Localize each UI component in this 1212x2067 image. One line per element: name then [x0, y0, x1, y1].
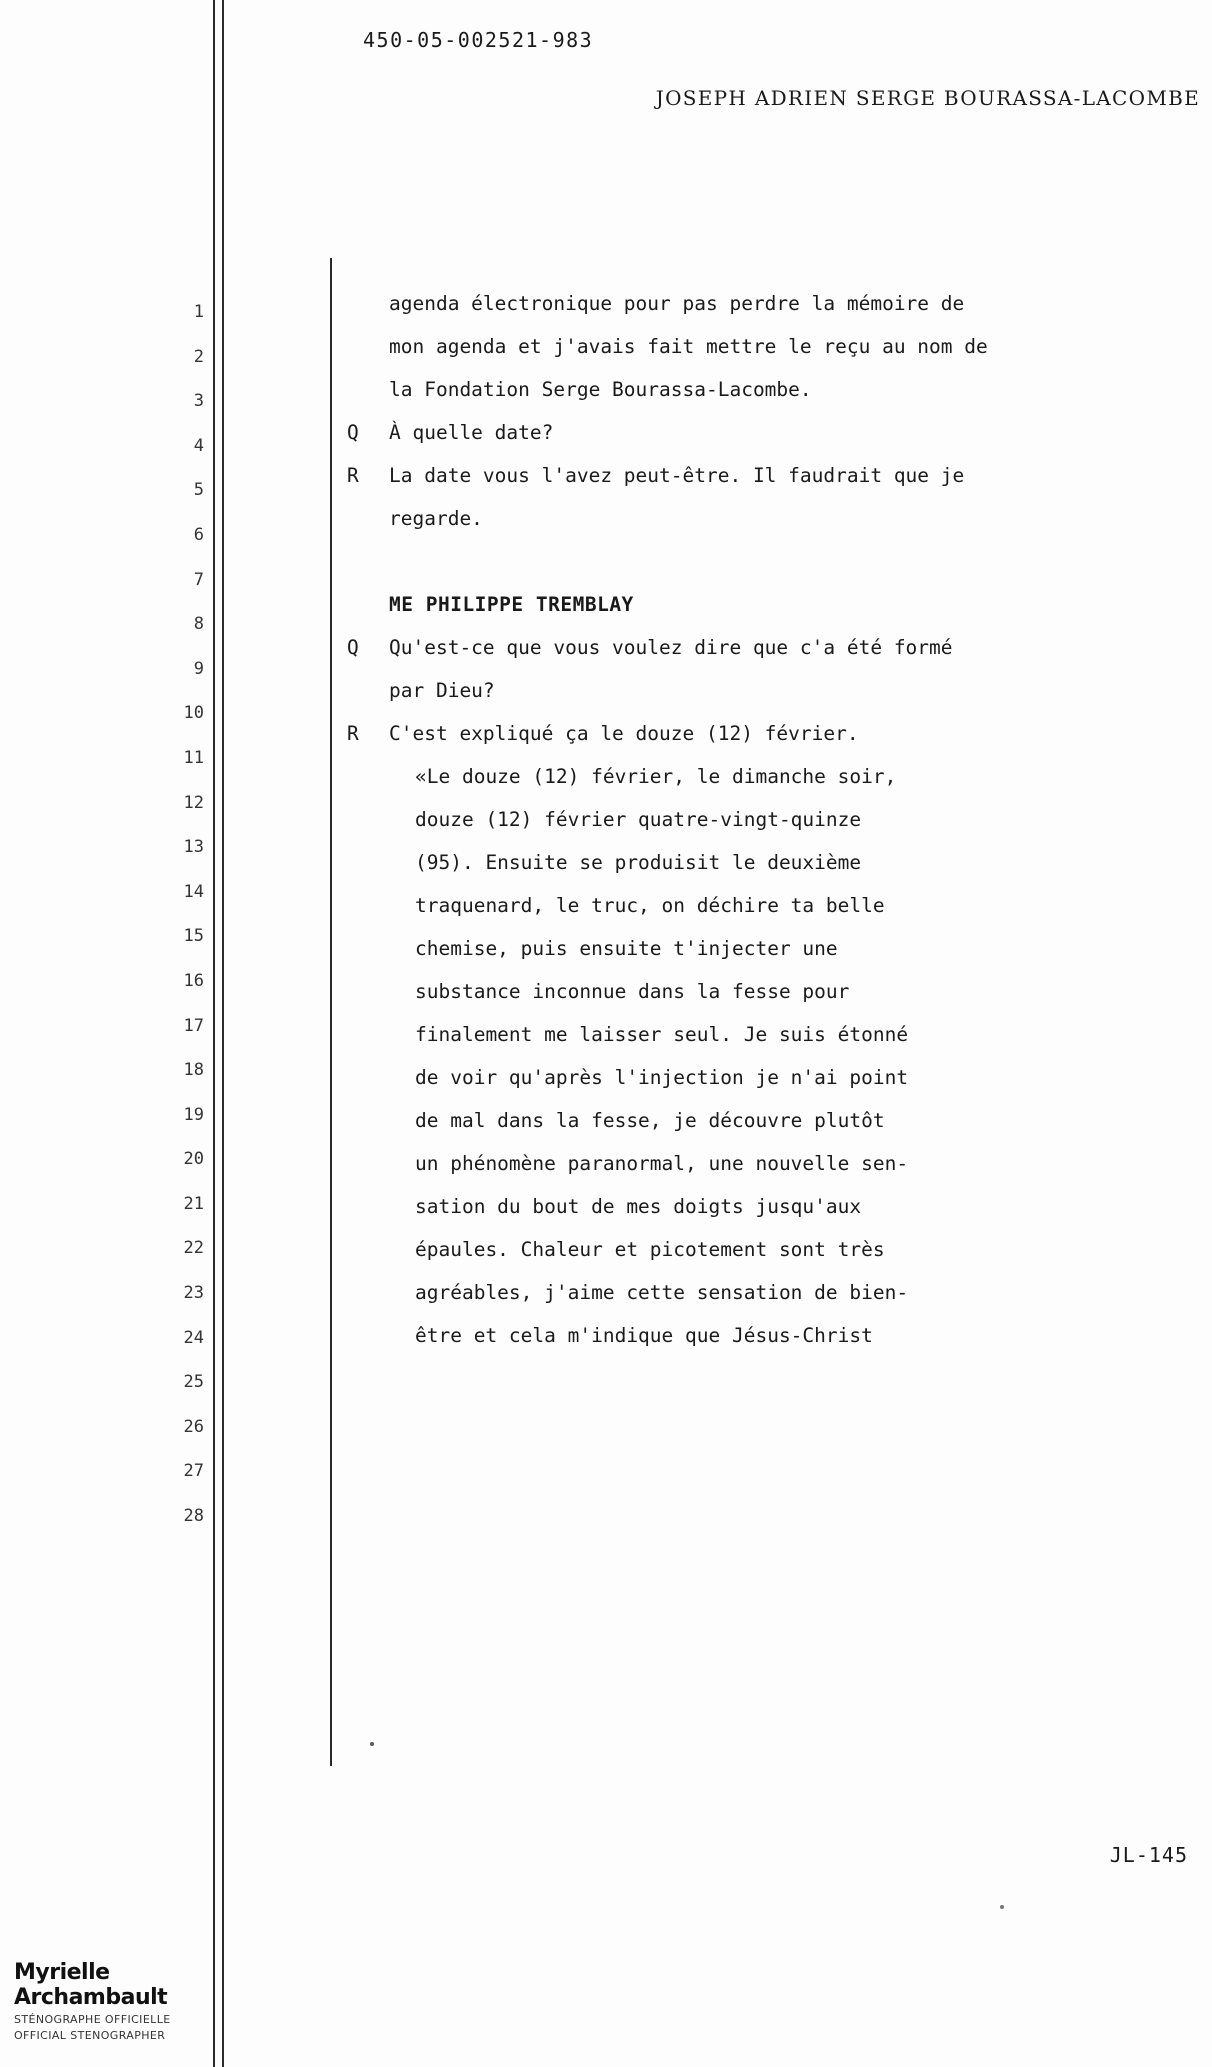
line-number: 12 — [183, 792, 204, 813]
document-number: 450-05-002521-983 — [363, 28, 594, 52]
line-number: 1 — [193, 302, 204, 322]
transcript-text: mon agenda et j'avais fait mettre le reçu au nom de — [389, 335, 988, 358]
speaker-marker: Q — [347, 421, 359, 444]
case-title: JOSEPH ADRIEN SERGE BOURASSA-LACOMBE — [655, 86, 1200, 110]
line-number: 10 — [183, 703, 204, 724]
transcript-body — [347, 282, 1157, 1357]
transcript-line — [347, 712, 1157, 755]
line-number: 17 — [183, 1015, 204, 1036]
quote-line: un phénomène paranormal, une nouvelle sen- — [415, 1152, 909, 1175]
stenographer-title-en: OFFICIAL STENOGRAPHER — [14, 2029, 166, 2042]
line-number: 14 — [183, 881, 204, 902]
line-number: 26 — [183, 1416, 204, 1437]
speaker-marker: R — [347, 464, 359, 487]
transcript-line — [347, 626, 1157, 669]
transcript-line — [347, 411, 1157, 454]
speaker-marker: Q — [347, 636, 359, 659]
line-number: 28 — [183, 1506, 204, 1527]
transcript-text: C'est expliqué ça le douze (12) février. — [389, 722, 859, 745]
line-number: 19 — [183, 1104, 204, 1125]
line-number-gutter — [178, 290, 204, 1539]
quoted-passage — [415, 755, 1055, 1357]
line-number: 24 — [183, 1327, 204, 1348]
quote-line: (95). Ensuite se produisit le deuxième — [415, 851, 862, 874]
transcript-line — [347, 454, 1157, 497]
quote-line: de voir qu'après l'injection je n'ai point — [415, 1066, 909, 1089]
speaker-heading: ME PHILIPPE TREMBLAY — [389, 593, 634, 616]
line-number: 13 — [183, 837, 204, 858]
transcript-text: La date vous l'avez peut-être. Il faudrait que je — [389, 464, 965, 487]
line-number: 2 — [193, 346, 204, 367]
margin-rule-left — [213, 0, 215, 2067]
line-number: 15 — [183, 926, 204, 947]
quote-line: agréables, j'aime cette sensation de bien- — [415, 1281, 909, 1304]
transcript-text: Qu'est-ce que vous voulez dire que c'a été formé — [389, 636, 953, 659]
line-number: 3 — [193, 391, 204, 412]
quote-line: substance inconnue dans la fesse pour — [415, 980, 850, 1003]
quote-line: épaules. Chaleur et picotement sont très — [415, 1238, 885, 1261]
line-number: 16 — [183, 970, 204, 991]
margin-rule-left-inner — [222, 0, 224, 2067]
blank-line — [347, 540, 1157, 583]
transcript-line — [347, 669, 1157, 712]
line-number: 25 — [183, 1372, 204, 1393]
line-number: 11 — [183, 747, 204, 768]
stenographer-title-fr: STÉNOGRAPHE OFFICIELLE — [14, 2013, 171, 2026]
line-number: 6 — [193, 524, 204, 545]
stray-mark — [1000, 1905, 1004, 1909]
stenographer-name: Myrielle Archambault — [14, 1960, 168, 2010]
line-number: 9 — [193, 658, 204, 679]
line-number: 4 — [193, 435, 204, 456]
transcript-text: regarde. — [389, 507, 483, 530]
quote-line: sation du bout de mes doigts jusqu'aux — [415, 1195, 862, 1218]
page-code: JL-145 — [1109, 1843, 1188, 1867]
transcript-text: À quelle date? — [389, 421, 554, 444]
line-number: 21 — [183, 1193, 204, 1214]
transcript-line — [347, 325, 1157, 368]
stenographer-stamp — [14, 1960, 214, 2042]
transcript-text: par Dieu? — [389, 679, 495, 702]
line-number: 22 — [183, 1238, 204, 1259]
quote-line: «Le douze (12) février, le dimanche soir, — [415, 765, 897, 788]
speaker-marker: R — [347, 722, 359, 745]
quote-line: finalement me laisser seul. Je suis étonné — [415, 1023, 909, 1046]
line-number: 18 — [183, 1060, 204, 1081]
quote-line: chemise, puis ensuite t'injecter une — [415, 937, 838, 960]
line-number: 7 — [193, 569, 204, 590]
quote-line: être et cela m'indique que Jésus-Christ — [415, 1324, 873, 1347]
line-number: 5 — [193, 480, 204, 501]
quote-line: douze (12) février quatre-vingt-quinze — [415, 808, 862, 831]
stray-mark — [370, 1742, 374, 1746]
transcript-text: agenda électronique pour pas perdre la mémoire de — [389, 292, 965, 315]
line-number: 27 — [183, 1461, 204, 1482]
transcript-text: la Fondation Serge Bourassa-Lacombe. — [389, 378, 812, 401]
line-number: 8 — [193, 614, 204, 635]
line-number: 20 — [183, 1149, 204, 1170]
speaker-heading-row — [347, 583, 1157, 626]
line-number: 23 — [183, 1283, 204, 1304]
transcript-line — [347, 368, 1157, 411]
quote-line: de mal dans la fesse, je découvre plutôt — [415, 1109, 885, 1132]
margin-rule-body — [330, 258, 332, 1766]
transcript-line — [347, 497, 1157, 540]
quote-line: traquenard, le truc, on déchire ta belle — [415, 894, 885, 917]
transcript-line — [347, 282, 1157, 325]
